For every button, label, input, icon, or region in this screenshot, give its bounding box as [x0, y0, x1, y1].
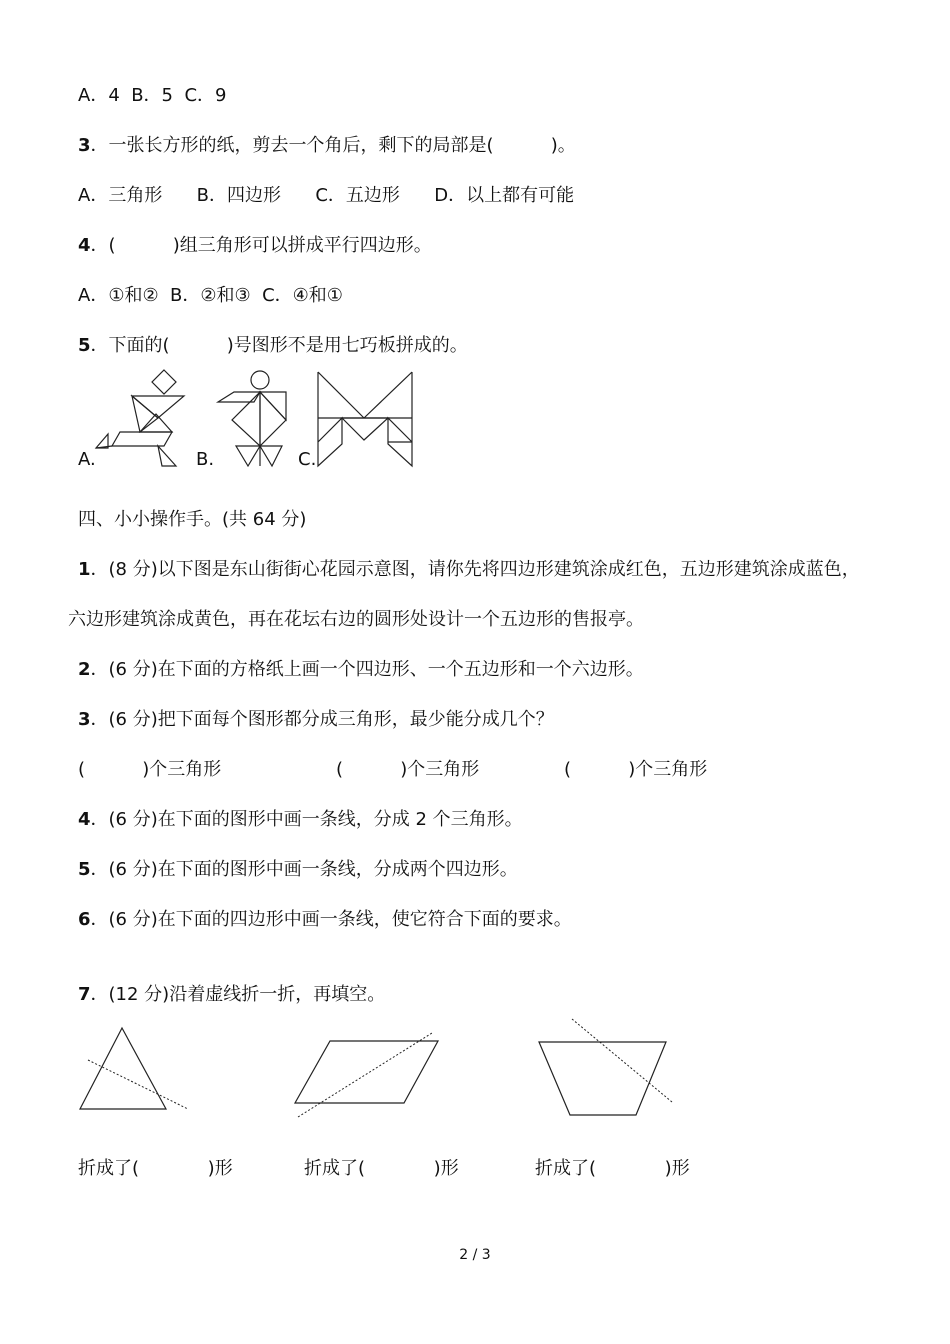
s4-q6-question — [78, 908, 572, 932]
q3-number: 3 — [78, 135, 91, 156]
s4-q7-blank-1: 折成了( )形 — [78, 1158, 233, 1179]
s4-q5-text: ．(6 分)在下面的图形中画一条线，分成两个四边形。 — [90, 859, 518, 880]
s4-q7-question — [78, 983, 385, 1007]
s4-q6-number: 6 — [78, 909, 91, 930]
q5-label-c: C. — [298, 449, 317, 470]
s4-q3-number: 3 — [78, 709, 91, 730]
s4-q4-number: 4 — [78, 809, 91, 830]
s4-q3-question — [78, 708, 554, 732]
s4-q7-text: ．(12 分)沿着虚线折一折，再填空。 — [90, 984, 386, 1005]
section4-title: 四、小小操作手。(共 64 分) — [78, 509, 307, 530]
s4-q7-blank-3: 折成了( )形 — [535, 1158, 690, 1179]
s4-q1-number: 1 — [78, 559, 91, 580]
s4-q3-text: ．(6 分)把下面每个图形都分成三角形，最少能分成几个？ — [90, 709, 554, 730]
s4-q2-text: ．(6 分)在下面的方格纸上画一个四边形、一个五边形和一个六边形。 — [90, 659, 644, 680]
s4-q2-number: 2 — [78, 659, 91, 680]
s4-q5-number: 5 — [78, 859, 91, 880]
s4-q1-question — [78, 558, 860, 582]
s4-q3-blank-3: ( )个三角形 — [564, 759, 708, 780]
tangram-butterfly-figure — [314, 368, 416, 470]
s4-q7-blank-2: 折成了( )形 — [304, 1158, 459, 1179]
s4-q1-continuation: 六边形建筑涂成黄色，再在花坛右边的圆形处设计一个五边形的售报亭。 — [68, 609, 644, 630]
q3-text: ．一张长方形的纸，剪去一个角后，剩下的局部是( )。 — [90, 135, 576, 156]
q3-options: A．三角形 B．四边形 C．五边形 D．以上都有可能 — [78, 185, 575, 206]
q4-question — [78, 234, 432, 258]
s4-q7-number: 7 — [78, 984, 91, 1005]
tangram-runner-figure — [92, 368, 188, 468]
q4-options: A．①和② B．②和③ C．④和① — [78, 285, 343, 306]
s4-q6-text: ．(6 分)在下面的四边形中画一条线，使它符合下面的要求。 — [90, 909, 572, 930]
q3-question — [78, 134, 576, 158]
s4-q3-blank-2: ( )个三角形 — [336, 759, 480, 780]
fold-trapezoid-figure — [530, 1012, 680, 1122]
q5-label-b: B. — [196, 449, 215, 470]
s4-q2-question — [78, 658, 644, 682]
q2-options: A．4 B．5 C．9 — [78, 85, 227, 106]
s4-q4-text: ．(6 分)在下面的图形中画一条线，分成 2 个三角形。 — [90, 809, 523, 830]
s4-q5-question — [78, 858, 518, 882]
q5-number: 5 — [78, 335, 91, 356]
s4-q4-question — [78, 808, 523, 832]
q4-text: ．( )组三角形可以拼成平行四边形。 — [90, 235, 432, 256]
q5-text: ．下面的( )号图形不是用七巧板拼成的。 — [90, 335, 468, 356]
q4-number: 4 — [78, 235, 91, 256]
fold-triangle-figure — [70, 1020, 200, 1120]
tangram-person-figure — [214, 368, 290, 468]
q5-question — [78, 334, 468, 358]
page-number: 2 / 3 — [459, 1247, 491, 1263]
fold-parallelogram-figure — [286, 1025, 446, 1125]
q5-label-a: A. — [78, 449, 96, 470]
s4-q1-text: ．(8 分)以下图是东山街街心花园示意图，请你先将四边形建筑涂成红色，五边形建筑涂成蓝色， — [90, 559, 860, 580]
s4-q3-blank-1: ( )个三角形 — [78, 759, 222, 780]
